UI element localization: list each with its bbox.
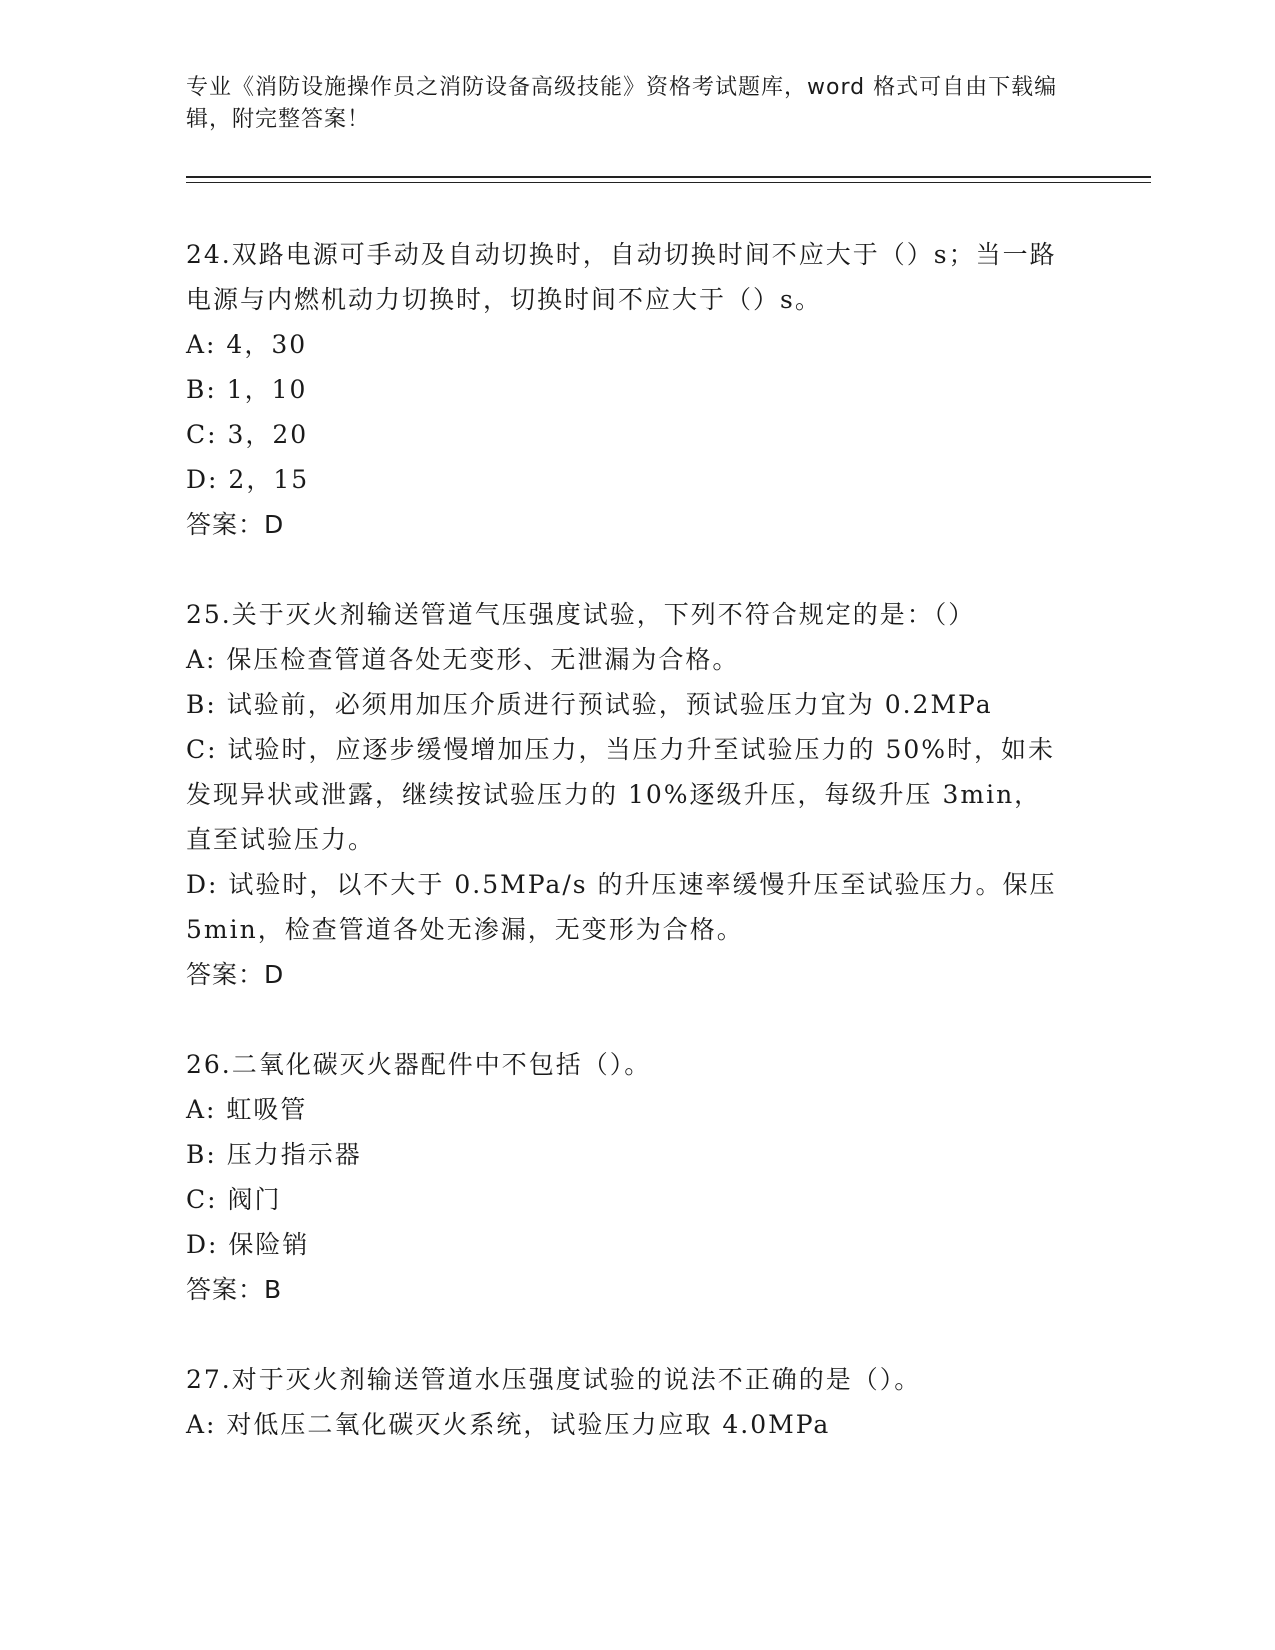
page-header: 专业《消防设施操作员之消防设备高级技能》资格考试题库，word 格式可自由下载编辑，附完整答案！: [186, 75, 1058, 132]
question-stem: 24.双路电源可手动及自动切换时，自动切换时间不应大于（）s；当一路电源与内燃机动力切换时，切换时间不应大于（）s。: [186, 240, 1057, 314]
question-stem: 27.对于灭火剂输送管道水压强度试验的说法不正确的是（）。: [186, 1365, 922, 1394]
option-b: B: 试验前，必须用加压介质进行预试验，预试验压力宜为 0.2MPa: [186, 690, 993, 719]
option-a: A: 保压检查管道各处无变形、无泄漏为合格。: [186, 645, 740, 674]
question-27: [186, 1357, 1066, 1447]
option-d: D: 试验时，以不大于 0.5MPa/s 的升压速率缓慢升压至试验压力。保压 5min，检查管道各处无渗漏，无变形为合格。: [186, 870, 1057, 944]
option-c: C: 试验时，应逐步缓慢增加压力，当压力升至试验压力的 50%时，如未发现异状或泄露，继续按试验压力的 10%逐级升压，每级升压 3min，直至试验压力。: [186, 735, 1056, 854]
option-a: A: 对低压二氧化碳灭火系统，试验压力应取 4.0MPa: [186, 1410, 831, 1439]
header-rule-thick: [186, 176, 1151, 178]
option-b: B: 压力指示器: [186, 1140, 362, 1169]
answer: 答案：B: [186, 1275, 283, 1304]
answer: 答案：D: [186, 960, 285, 989]
question-25: [186, 592, 1066, 997]
option-a: A: 4，30: [186, 330, 308, 359]
answer: 答案：D: [186, 510, 285, 539]
header-rule-thin: [186, 182, 1151, 183]
question-list: [186, 232, 1066, 1492]
option-b: B: 1，10: [186, 375, 308, 404]
question-stem: 25.关于灭火剂输送管道气压强度试验，下列不符合规定的是：（）: [186, 600, 976, 629]
option-d: D: 2，15: [186, 465, 310, 494]
option-a: A: 虹吸管: [186, 1095, 308, 1124]
option-d: D: 保险销: [186, 1230, 310, 1259]
question-24: [186, 232, 1066, 547]
option-c: C: 3，20: [186, 420, 309, 449]
question-26: [186, 1042, 1066, 1312]
question-stem: 26.二氧化碳灭火器配件中不包括（）。: [186, 1050, 652, 1079]
option-c: C: 阀门: [186, 1185, 282, 1214]
